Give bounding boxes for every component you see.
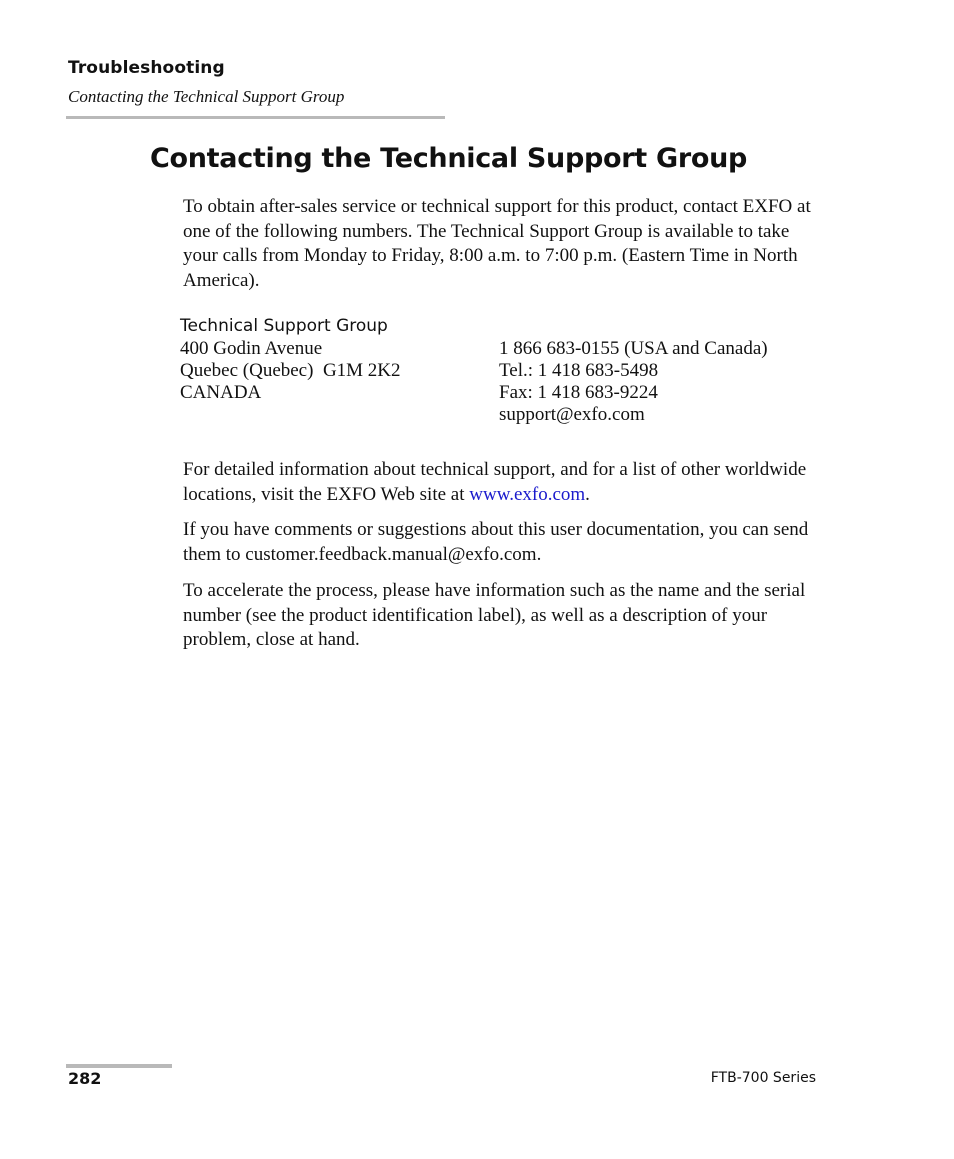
detail-end: .: [585, 483, 590, 505]
support-email[interactable]: support@exfo.com: [499, 404, 645, 425]
intro-paragraph: To obtain after-sales service or technical support for this product, contact EXFO at one of the following numbers. The Technical Support Group is available to take your calls from Monday to Friday, 8:00 a.m. to 7:00 p.m. (Eastern Time in North America).: [183, 196, 811, 291]
comments-paragraph: If you have comments or suggestions about this user documentation, you can send them to customer.feedback.manual@exfo.com.: [183, 519, 809, 565]
contact-block: [180, 316, 820, 428]
footer-rule: [66, 1064, 172, 1068]
toll-free-number: 1 866 683-0155 (USA and Canada): [499, 338, 768, 359]
address-line: 400 Godin Avenue: [180, 338, 323, 359]
contact-numbers: [499, 338, 768, 426]
page-title: Contacting the Technical Support Group: [150, 143, 748, 174]
address-line: CANADA: [180, 382, 262, 403]
detail-paragraph: [183, 458, 823, 507]
product-name: FTB-700 Series: [710, 1070, 816, 1086]
detail-text: For detailed information about technical support, and for a list of other worldwide locations, visit the EXFO Web site at: [183, 459, 807, 505]
running-head-section: Contacting the Technical Support Group: [68, 87, 345, 106]
accelerate-paragraph: To accelerate the process, please have information such as the name and the serial number (see the product identification label), as well as a description of your problem, close at hand.: [183, 580, 806, 650]
running-head-chapter: Troubleshooting: [68, 58, 225, 78]
header-rule: [66, 116, 445, 119]
contact-address: [180, 338, 401, 404]
address-line: Quebec (Quebec) G1M 2K2: [180, 360, 401, 381]
telephone-number: Tel.: 1 418 683-5498: [499, 360, 659, 381]
exfo-website-link[interactable]: www.exfo.com: [469, 483, 586, 505]
page-number: 282: [68, 1069, 102, 1088]
contact-heading: Technical Support Group: [180, 316, 388, 336]
fax-number: Fax: 1 418 683-9224: [499, 382, 658, 403]
